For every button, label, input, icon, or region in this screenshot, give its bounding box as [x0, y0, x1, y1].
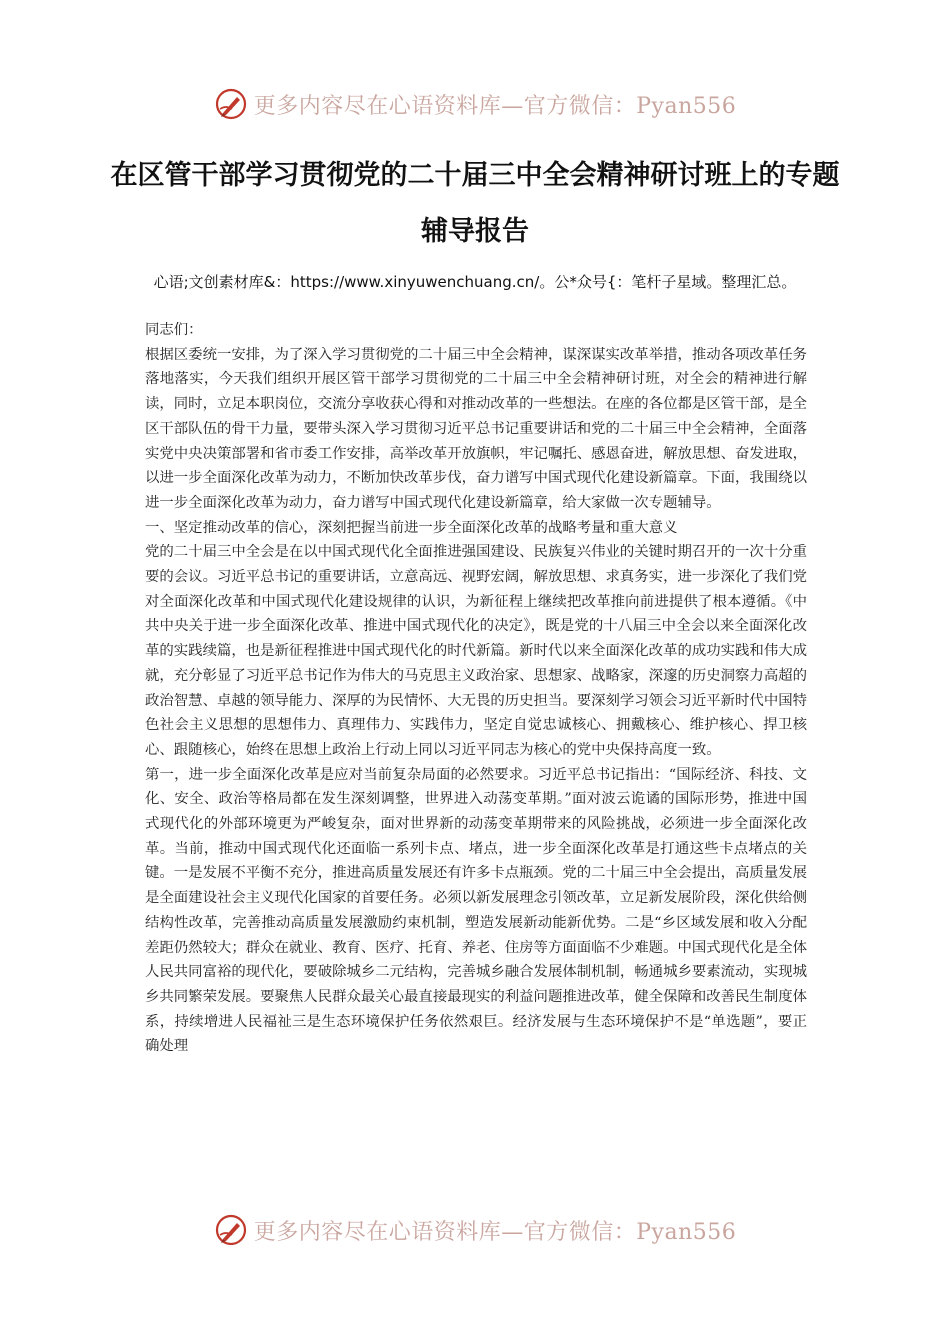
- pen-logo-icon: [214, 87, 248, 121]
- salutation: 同志们：: [145, 322, 203, 338]
- watermark-text: 更多内容尽在心语资料库—官方微信：Pyan556: [253, 1219, 737, 1245]
- footer-watermark-banner: [0, 1210, 950, 1250]
- watermark-text: 更多内容尽在心语资料库—官方微信：Pyan556: [253, 93, 737, 119]
- document-title: 在区管干部学习贯彻党的二十届三中全会精神研讨班上的专题辅导报告: [110, 160, 840, 247]
- document-body: [145, 318, 807, 1059]
- header-watermark-banner: [0, 84, 950, 124]
- paragraph: 根据区委统一安排，为了深入学习贯彻党的二十届三中全会精神，谋深谋实改革举措，推动各项改革任务落地落实，今天我们组织开展区管干部学习贯彻党的二十届三中全会精神研讨班，对全会的精神进行解读，同时，立足本职岗位，交流分享收获心得和对推动改革的一些想法。在座的各位都是区管干部，是全区干部队伍的骨干力量，要带头深入学习贯彻习近平总书记重要讲话和党的二十届三中全会精神，全面落实党中央决策部署和省市委工作安排，高举改革开放旗帜，牢记嘱托、感恩奋进，解放思想、奋发进取，以进一步全面深化改革为动力，不断加快改革步伐，奋力谱写中国式现代化建设新篇章。下面，我围绕以进一步全面深化改革为动力，奋力谱写中国式现代化建设新篇章，给大家做一次专题辅导。: [145, 346, 807, 511]
- paragraph: 第一，进一步全面深化改革是应对当前复杂局面的必然要求。习近平总书记指出：“国际经济、科技、文化、安全、政治等格局都在发生深刻调整，世界进入动荡变革期。”面对波云诡谲的国际形势，推进中国式现代化的外部环境更为严峻复杂，面对世界新的动荡变革期带来的风险挑战，必须进一步全面深化改革。当前，推动中国式现代化还面临一系列卡点、堵点，进一步全面深化改革是打通这些卡点堵点的关键。一是发展不平衡不充分，推进高质量发展还有许多卡点瓶颈。党的二十届三中全会提出，高质量发展是全面建设社会主义现代化国家的首要任务。必须以新发展理念引领改革，立足新发展阶段，深化供给侧结构性改革，完善推动高质量发展激励约束机制，塑造发展新动能新优势。二是“乡区域发展和收入分配差距仍然较大；群众在就业、教育、医疗、托育、养老、住房等方面面临不少难题。中国式现代化是全体人民共同富裕的现代化，要破除城乡二元结构，完善城乡融合发展体制机制，畅通城乡要素流动，实现城乡共同繁荣发展。要聚焦人民群众最关心最直接最现实的利益问题推进改革，健全保障和改善民生制度体系，持续增进人民福祉三是生态环境保护任务依然艰巨。经济发展与生态环境保护不是“单选题”，要正确处理: [145, 766, 807, 1055]
- section-heading: 一、坚定推动改革的信心，深刻把握当前进一步全面深化改革的战略考量和重大意义: [145, 519, 678, 536]
- source-line: 心语;文创素材库&：https://www.xinyuwenchuang.cn/。公*众号{：笔杆子星域。整理汇总。: [153, 273, 797, 291]
- paragraph: 党的二十届三中全会是在以中国式现代化全面推进强国建设、民族复兴伟业的关键时期召开的一次十分重要的会议。习近平总书记的重要讲话，立意高远、视野宏阔，解放思想、求真务实，进一步深化了我们党对全面深化改革和中国式现代化建设规律的认识，为新征程上继续把改革推向前进提供了根本遵循。《中共中央关于进一步全面深化改革、推进中国式现代化的决定》，既是党的十八届三中全会以来全面深化改革的实践续篇，也是新征程推进中国式现代化的时代新篇。新时代以来全面深化改革的成功实践和伟大成就，充分彰显了习近平总书记作为伟大的马克思主义政治家、思想家、战略家，深邃的历史洞察力高超的政治智慧、卓越的领导能力、深厚的为民情怀、大无畏的历史担当。要深刻学习领会习近平新时代中国特色社会主义思想的思想伟力、真理伟力、实践伟力，坚定自觉忠诚核心、拥戴核心、维护核心、捍卫核心、跟随核心，始终在思想上政治上行动上同以习近平同志为核心的党中央保持高度一致。: [145, 544, 807, 758]
- pen-logo-icon: [214, 1213, 248, 1247]
